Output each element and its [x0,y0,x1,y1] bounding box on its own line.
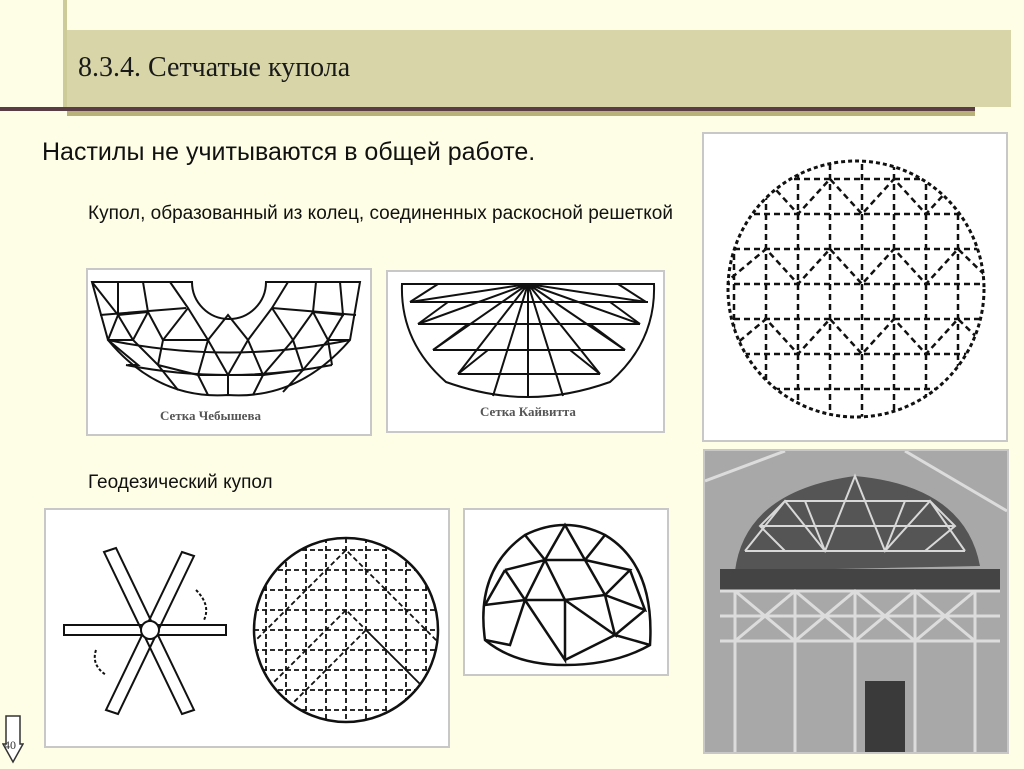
ring-dome-plan-drawing [704,134,1006,440]
geodesic-node-and-plan-drawing [46,510,448,746]
ring-dome-text: Купол, образованный из колец, соединенных раскосной решеткой [88,203,673,224]
page-number-marker [2,714,24,764]
kiewitt-grid-figure [386,270,665,433]
ring-dome-plan-figure [702,132,1008,442]
geodesic-dome-perspective-drawing [465,510,667,674]
geodesic-dome-text: Геодезический купол [88,472,273,493]
geodesic-dome-plan-figure [44,508,450,748]
left-decor-bar [0,0,67,108]
title-underline-accent [67,111,975,116]
slide-title: 8.3.4. Сетчатые купола [78,52,351,83]
geodesic-dome-perspective-figure [463,508,669,676]
geodesic-dome-photo-drawing [705,451,1007,752]
chebyshev-grid-figure [86,268,372,436]
kiewitt-caption: Сетка Кайвитта [480,404,576,419]
page-number: 40 [4,738,16,752]
chebyshev-caption: Сетка Чебышева [160,408,261,423]
geodesic-dome-photo [703,449,1009,754]
main-text: Настилы не учитываются в общей работе. [42,138,536,166]
